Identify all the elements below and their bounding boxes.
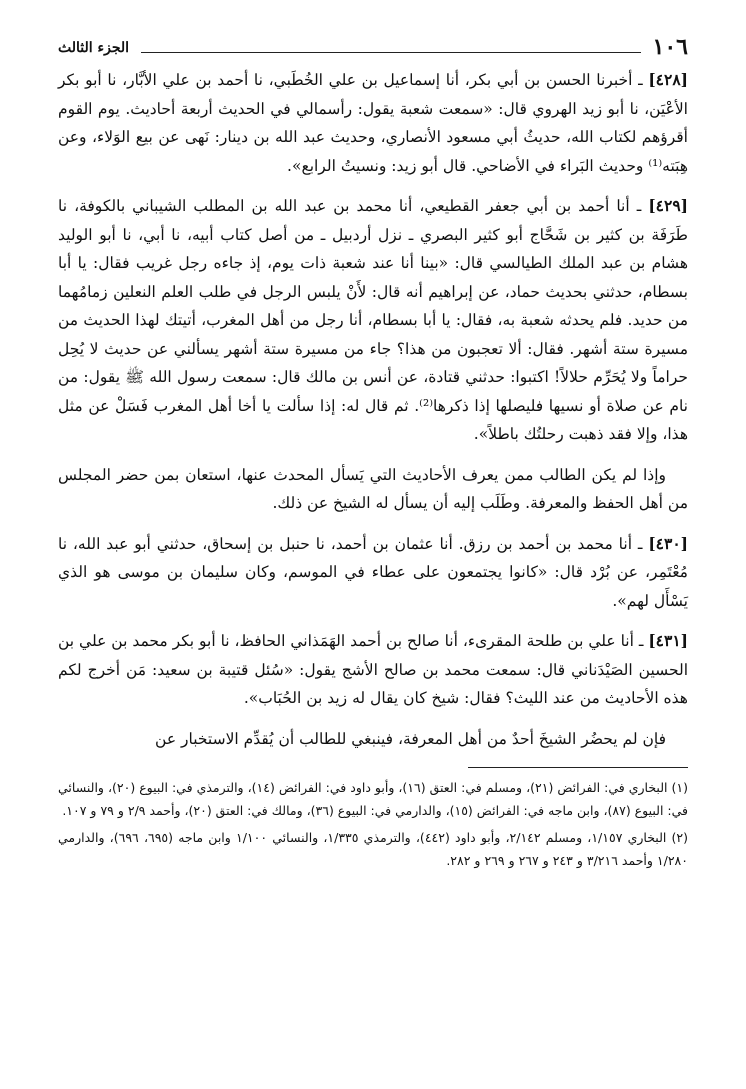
footnote-1: (١) البخاري في: الفرائض (٢١)، ومسلم في: العتق (١٦)، وأبو داود في: الفرائض (١٤)، والترمذي في: البيوع (٢٠)، والنسائي في: البيوع (٨٧)، وابن ماجه في: الفرائض (١٥)، والدارمي في: البيوع (٣٦)، ومالك في: العتق (٢٠)، وأحمد ٢/٩ و ٧٩ و ١٠٧. xyxy=(58,780,688,818)
footnote-2: (٢) البخاري ١/١٥٧، ومسلم ٢/١٤٢، وأبو داود (٤٤٢)، والترمذي ١/٣٣٥، والنسائي ١/١٠٠ وابن ماجه (٦٩٥، ٦٩٦)، والدارمي ١/٢٨٠ وأحمد ٣/٢١٦ و ٢٤٣ و ٢٦٧ و ٢٦٩ و ٢٨٢. xyxy=(58,830,689,868)
page-number: ١٠٦ xyxy=(652,34,688,60)
commentary-text: وإذا لم يكن الطالب ممن يعرف الأحاديث التي يَسأل المحدث عنها، استعان بمن حضر المجلس من أهل الحفظ والمعرفة. وطَلَب إليه أن يسأل له الشيخ عن ذلك. xyxy=(58,465,688,512)
hadith-428 xyxy=(58,66,688,180)
hadith-number: [٤٣٠] xyxy=(648,533,688,553)
hadith-429 xyxy=(58,192,688,449)
hadith-text: ـ أنا أحمد بن أبي جعفر القطيعي، أنا محمد بن عبد الله بن المطلب الشيباني بالكوفة، نا طَرَفَة بن كثير بن شَحَّاج أبو كثير البصري ـ نزل أردبيل ـ من أصل كتاب أبيه، نا أبي، نا أبو الوليد هشام بن عبد الملك الطيالسي قال: «بينا أنا عند شعبة ذات يوم، إذ جاءه رجل غريب فقال: يا أبا بسطام، حدثني بحديث حماد، عن إبراهيم أنه قال: لأَنْ يلبس الرجل في طلب العلم النعلين زمامُهما من حديد. فلم يحدثه شعبة به، فقال: يا أبا بسطام، أنا رجل من أهل المغرب، أتيتك لهذا الحديث من مسيرة ستة أشهر. فقال: ألا تعجبون من هذا؟ جاء من مسيرة ستة أشهر يسألني عن حديث لا يُحِل حراماً ولا يُحَرِّم حلالاً! اكتبوا: حدثني قتادة، عن أنس بن مالك قال: سمعت رسول الله ﷺ يقول: من نام عن صلاة أو نسيها فليصلها إذا ذكرها⁽²⁾. ثم قال له: إذا سألت يا أخا أهل المغرب فَسَلْ عن مثل هذا، وإلا فقد ذهبت رحلتُك باطلاً». xyxy=(58,197,689,443)
footnote-separator xyxy=(468,767,688,768)
header-rule xyxy=(141,52,641,53)
hadith-number: [٤٢٨] xyxy=(648,70,688,89)
hadith-number: [٤٣١] xyxy=(648,631,688,650)
commentary-paragraph xyxy=(58,725,688,754)
hadith-text: ـ أخبرنا الحسن بن أبي بكر، أنا إسماعيل بن علي الخُطَبي، نا أحمد بن علي الأبَّار، نا أبو بكر الأعْيَن، نا أبو زيد الهروي قال: «سمعت شعبة يقول: رأسمالي في الحديث أربعة أحاديث. يوم القوم أقرؤهم لكتاب الله، حديثُ أبي مسعود الأنصاري، وحديث عبد الله بن دينار: نَهى عن بيع الوَلاء، وعن هِبَته⁽¹⁾ وحديث البَراء في الأضاحي. قال أبو زيد: ونسيتُ الرابع». xyxy=(58,71,688,175)
hadith-number: [٤٢٩] xyxy=(648,196,688,215)
hadith-430 xyxy=(58,530,688,616)
running-title: الجزء الثالث xyxy=(58,40,130,56)
commentary-paragraph xyxy=(58,461,688,518)
footnotes xyxy=(58,776,688,872)
hadith-text: ـ أنا علي بن طلحة المقرىء، أنا صالح بن أحمد الهَمَذاني الحافظ، نا أبو بكر محمد بن علي بن الحسين الصَيْدَناني قال: سمعت محمد بن صالح الأشج يقول: «سُئل قتيبة بن سعيد: مَن أخرج لكم هذه الأحاديث من عند الليث؟ فقال: شيخ كان يقال له زيد بن الحُبَاب». xyxy=(58,632,688,707)
main-text xyxy=(58,66,688,753)
commentary-text: فإن لم يحضُر الشيخَ أحدٌ من أهل المعرفة، فينبغي للطالب أن يُقدِّم الاستخبار عن xyxy=(155,729,666,748)
page-header xyxy=(58,30,688,58)
hadith-text: ـ أنا محمد بن أحمد بن رزق. أنا عثمان بن أحمد، نا حنبل بن إسحاق، حدثني أبو عبد الله، نا مُعْتَمِر، عن بُرْد قال: «كانوا يجتمعون على عطاء في الموسم، وكان سليمان بن موسى هو الذي يَسْأَل لهم». xyxy=(58,534,688,610)
hadith-431 xyxy=(58,627,688,713)
